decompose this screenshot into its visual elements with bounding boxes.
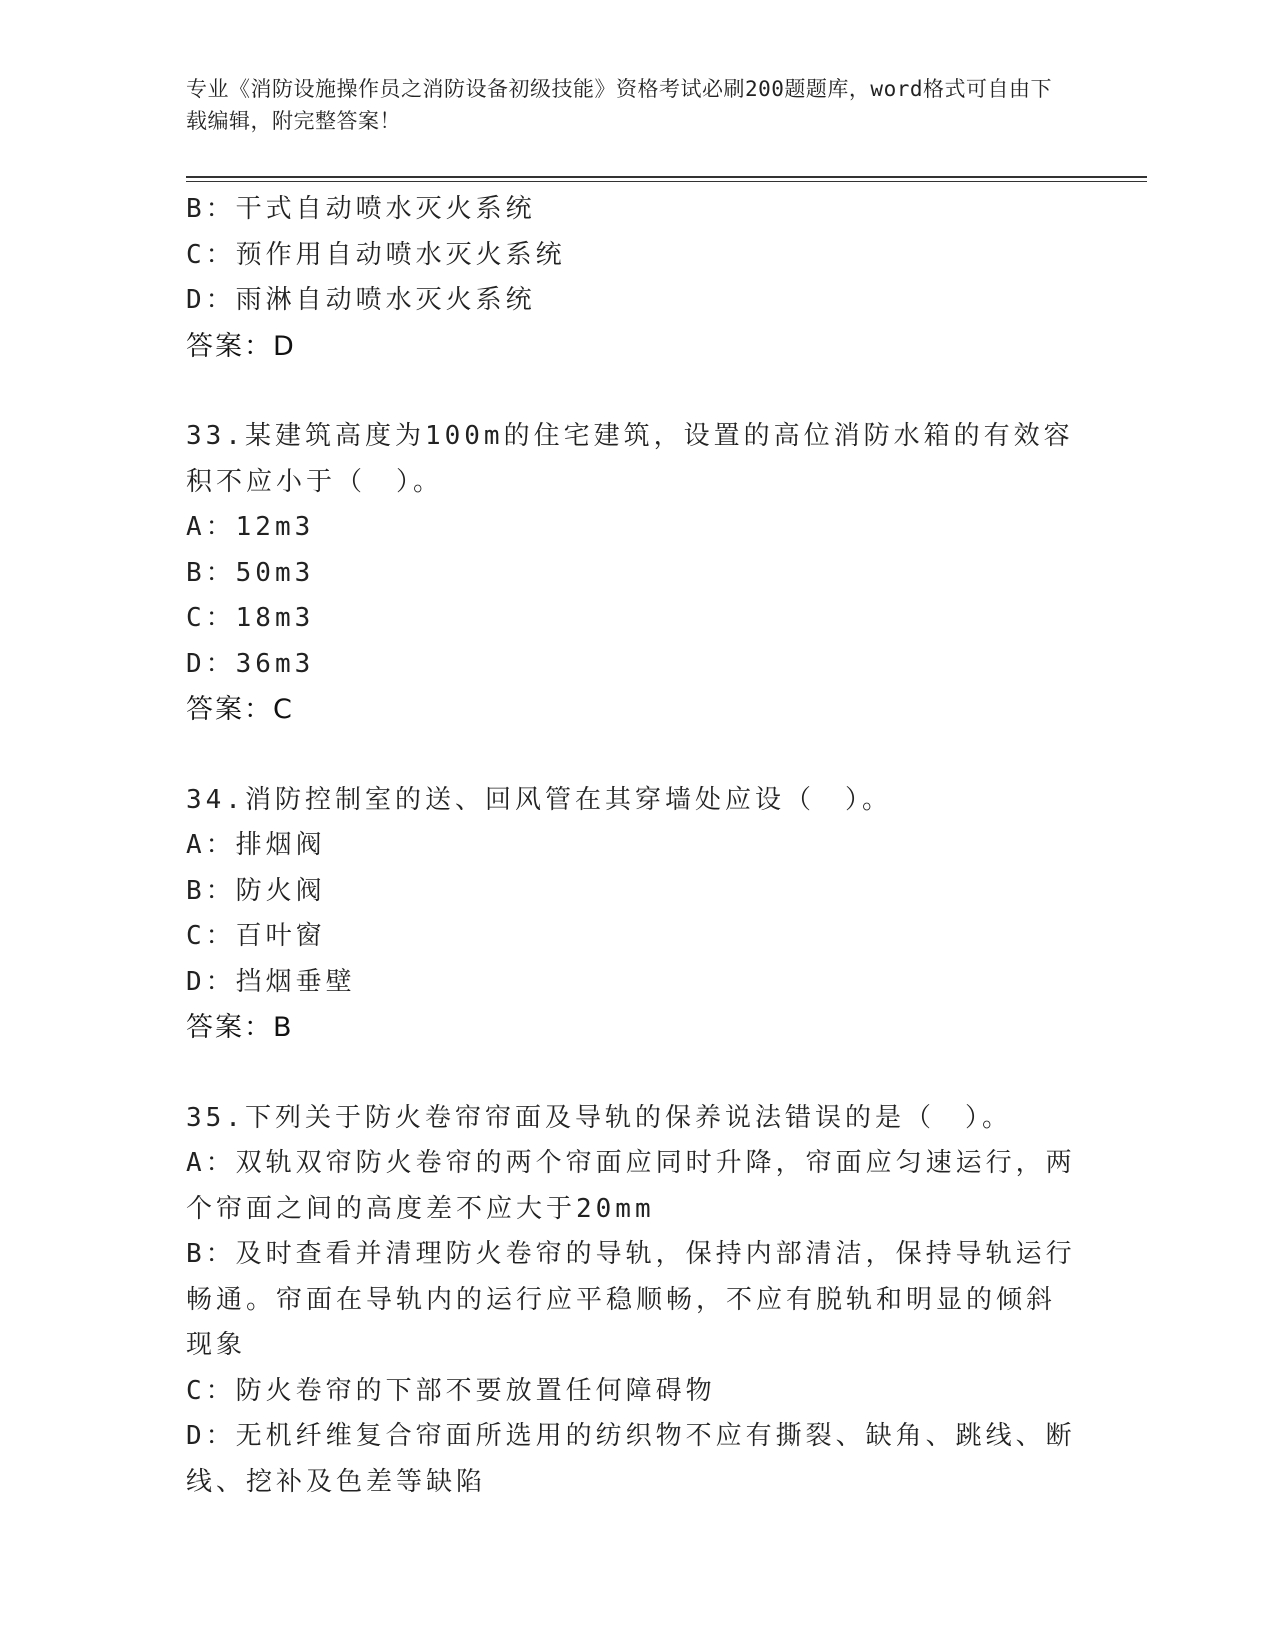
option-c: C：预作用自动喷水灭火系统: [186, 239, 566, 270]
answer-line: 答案：C: [186, 694, 294, 725]
option-a: A：双轨双帘防火卷帘的两个帘面应同时升降，帘面应匀速运行，两个帘面之间的高度差不应大于20mm: [186, 1148, 1076, 1224]
page-header: 专业《消防设施操作员之消防设备初级技能》资格考试必刷200题题库，word格式可自由下载编辑，附完整答案！: [186, 77, 1052, 133]
question-block-34: [186, 778, 1076, 1051]
spacer: [186, 733, 1076, 778]
option-b: B：防火阀: [186, 875, 326, 906]
option-d: D：36m3: [186, 648, 315, 679]
option-c: C：百叶窗: [186, 921, 326, 951]
option-d: D：雨淋自动喷水灭火系统: [186, 285, 536, 315]
question-stem: 34.消防控制室的送、回风管在其穿墙处应设（ ）。: [186, 784, 892, 815]
option-b: B：及时查看并清理防火卷帘的导轨，保持内部清洁，保持导轨运行畅通。帘面在导轨内的运行应平稳顺畅，不应有脱轨和明显的倾斜现象: [186, 1239, 1076, 1360]
header-rule-thick: [186, 176, 1147, 178]
option-d: D：挡烟垂壁: [186, 966, 356, 997]
option-b: B：50m3: [186, 557, 315, 588]
answer-line: 答案：D: [186, 330, 296, 362]
question-stem: 33.某建筑高度为100m的住宅建筑，设置的高位消防水箱的有效容积不应小于（ ）。: [186, 421, 1074, 497]
spacer: [186, 1051, 1076, 1096]
option-a: A：排烟阀: [186, 830, 326, 860]
option-d: D：无机纤维复合帘面所选用的纺织物不应有撕裂、缺角、跳线、断线、挖补及色差等缺陷: [186, 1421, 1076, 1497]
question-block-35: [186, 1096, 1076, 1506]
option-b: B：干式自动喷水灭火系统: [186, 194, 536, 224]
question-block-prev: [186, 187, 1076, 369]
option-c: C：18m3: [186, 603, 315, 633]
question-block-33: [186, 414, 1076, 733]
spacer: [186, 369, 1076, 414]
question-stem: 35.下列关于防火卷帘帘面及导轨的保养说法错误的是（ ）。: [186, 1102, 1012, 1133]
header-rule-thin: [186, 181, 1147, 182]
option-a: A：12m3: [186, 512, 315, 542]
answer-line: 答案：B: [186, 1012, 294, 1043]
option-c: C：防火卷帘的下部不要放置任何障碍物: [186, 1375, 716, 1406]
question-list: [186, 187, 1076, 1505]
